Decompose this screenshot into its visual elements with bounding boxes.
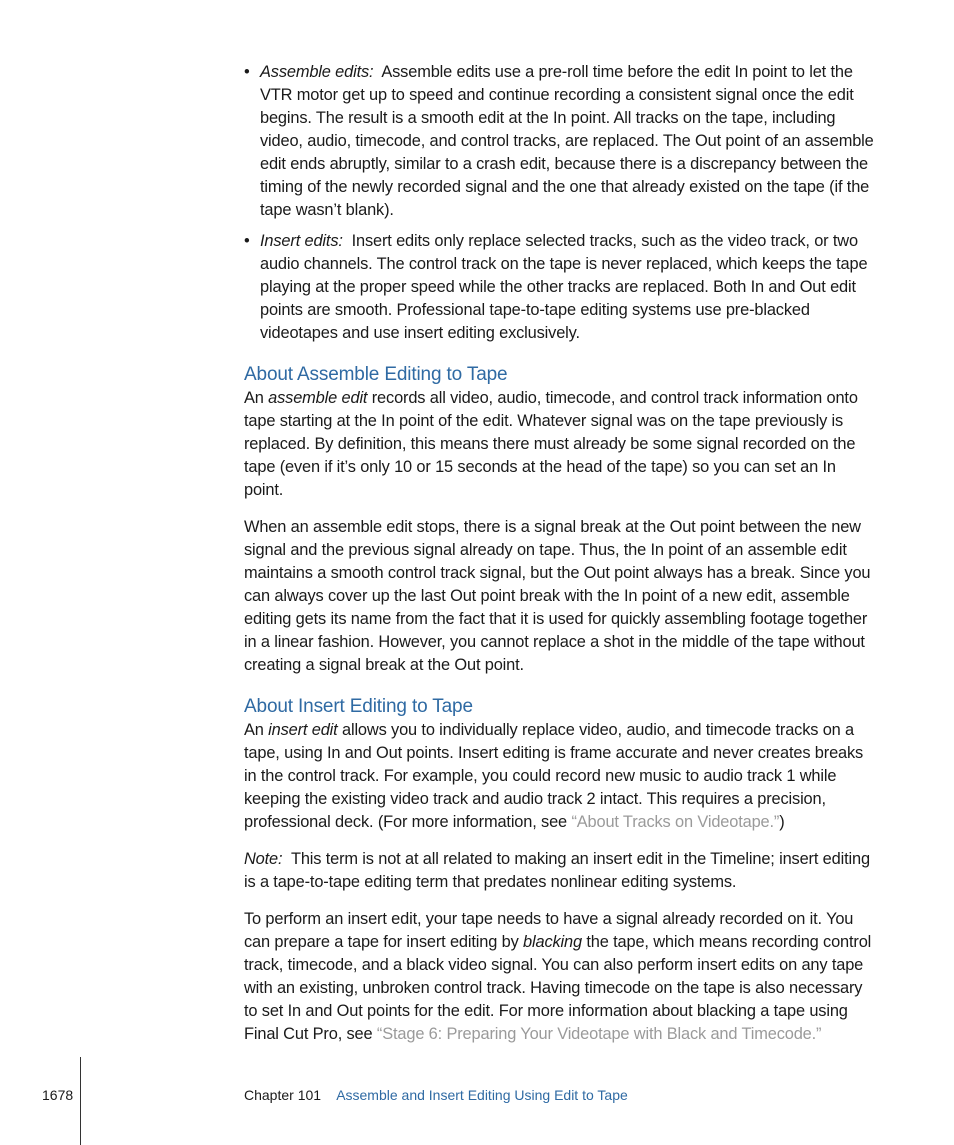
term-emphasis: assemble edit xyxy=(268,389,368,407)
text-run: An xyxy=(244,721,269,739)
section-heading-insert: About Insert Editing to Tape xyxy=(244,696,473,717)
bullet-text: Insert edits only replace selected tracks, such as the video track, or two audio channels. The control track on the tape is never replaced, which keeps the tape playing at the proper speed while the other tracks are replaced. Both In and Out edit points are smooth. Professional tape-to-tape editing systems use pre-blacked videotapes and use insert editing exclusively. xyxy=(260,232,868,342)
chapter-footer xyxy=(244,1087,628,1103)
text-run: ) xyxy=(779,813,785,831)
term-emphasis: insert edit xyxy=(268,721,338,739)
page-number: 1678 xyxy=(42,1087,74,1103)
text-run: To perform an insert edit, your tape needs to have a signal already recorded on it. You can prepare a tape for insert editing by xyxy=(244,910,854,951)
note-paragraph xyxy=(244,848,876,894)
bullet-text: Assemble edits use a pre-roll time before the edit In point to let the VTR motor get up to speed and continue recording a consistent signal once the edit begins. The result is a smooth edit at the In point. All tracks on the tape, including video, audio, timecode, and control tracks, are replaced. The Out point of an assemble edit ends abruptly, similar to a crash edit, because there is a discrepancy between the timing of the newly recorded signal and the one that already existed on the tape (if the tape wasn’t blank). xyxy=(260,63,874,219)
text-run: records all video, audio, timecode, and control track information onto tape starting at the In point of the edit. Whatever signal was on the tape previously is replaced. By definition, this means there must already be some signal recorded on the tape (even if it’s only 10 or 15 seconds at the head of the tape) so you can set an In point. xyxy=(244,389,858,499)
bullet-term: Assemble edits: xyxy=(260,63,374,81)
paragraph: When an assemble edit stops, there is a signal break at the Out point between the new signal and the previous signal already on tape. Thus, the In point of an assemble edit maintains a smooth control track signal, but the Out point always has a break. Since you can always cover up the last Out point break with the In point of a new edit, assemble editing gets its name from the fact that it is used for quickly assembling footage together in a linear fashion. However, you cannot replace a shot in the middle of the tape without creating a signal break at the Out point. xyxy=(244,518,871,674)
bullet-term: Insert edits: xyxy=(260,232,343,250)
paragraph xyxy=(244,387,876,502)
section-heading-assemble: About Assemble Editing to Tape xyxy=(244,364,508,385)
term-emphasis: blacking xyxy=(523,933,582,951)
page-content xyxy=(244,61,876,1060)
bullet-marker: • xyxy=(244,232,250,250)
paragraph xyxy=(244,908,876,1046)
paragraph xyxy=(244,719,876,834)
bullet-assemble-edits xyxy=(244,61,876,222)
text-run: An xyxy=(244,389,269,407)
text-run: allows you to individually replace video, audio, and timecode tracks on a tape, using In and Out points. Insert editing is frame accurate and never creates breaks in the control track. For example, you could record new music to audio track 1 while keeping the existing video track and audio track 2 intact. This requires a precision, professional deck. (For more information, see xyxy=(244,721,864,831)
footer-divider xyxy=(80,1057,81,1145)
text-run: the tape, which means recording control track, timecode, and a black video signal. You can also perform insert edits on any tape with an existing, unbroken control track. Having timecode on the tape is also necessary to set In and Out points for the edit. For more information about blacking a tape using Final Cut Pro, see xyxy=(244,933,872,1043)
note-text: This term is not at all related to making an insert edit in the Timeline; insert editing is a tape-to-tape editing term that predates nonlinear editing systems. xyxy=(244,850,870,891)
bullet-marker: • xyxy=(244,63,250,81)
bullet-insert-edits xyxy=(244,230,876,345)
cross-reference-link[interactable]: “About Tracks on Videotape.” xyxy=(571,813,780,831)
cross-reference-link[interactable]: “Stage 6: Preparing Your Videotape with Black and Timecode.” xyxy=(376,1025,822,1043)
note-label: Note: xyxy=(244,850,283,868)
chapter-label: Chapter 101 xyxy=(244,1087,322,1103)
chapter-title: Assemble and Insert Editing Using Edit to Tape xyxy=(336,1087,628,1103)
